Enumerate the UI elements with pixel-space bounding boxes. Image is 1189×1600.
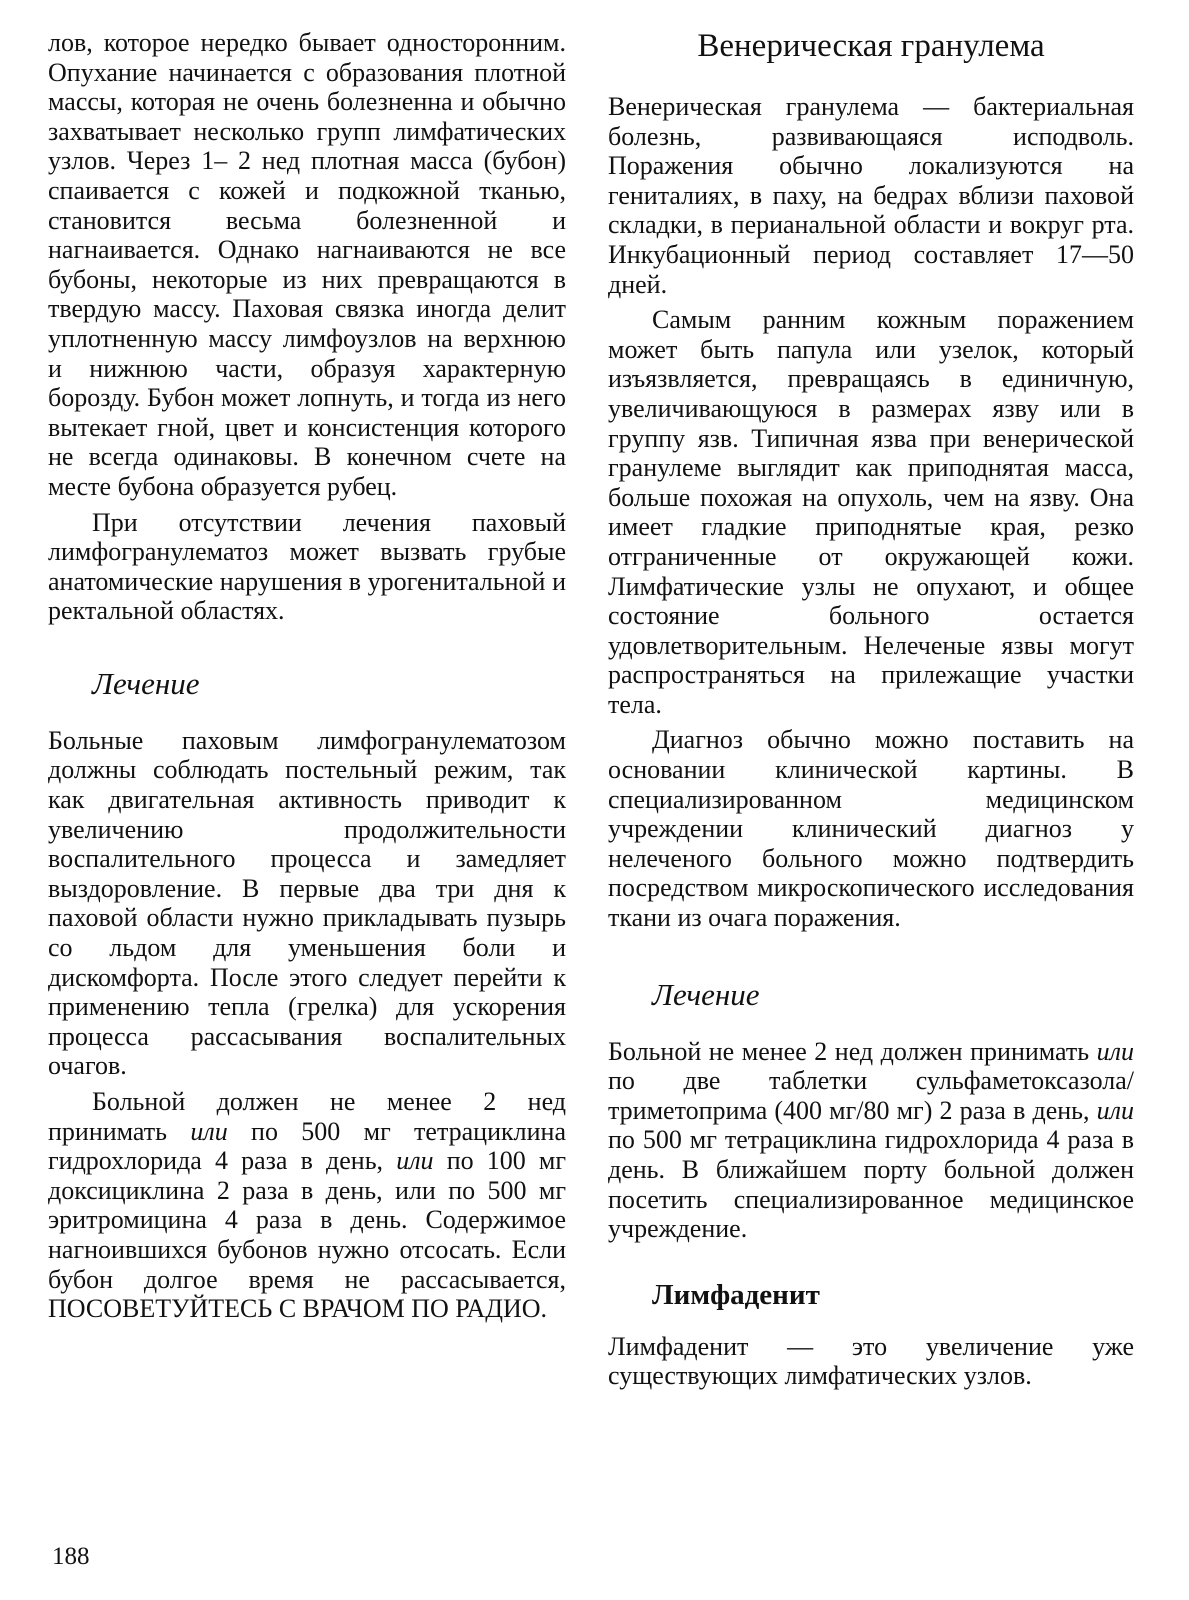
section-heading-treatment: Лечение — [92, 665, 200, 701]
section-heading-lymphadenitis: Лимфаденит — [652, 1278, 820, 1311]
paragraph: Венерическая гранулема — бактериальная болезнь, развивающаяся исподволь. Поражения обычно локализуются на гениталиях, в паху, на бедрах вблизи паховой складки, в перианальной области и вокруг рта. Инкубационный период составляет 17—50 дней. — [608, 92, 1134, 299]
section-heading-treatment: Лечение — [652, 976, 760, 1012]
emphasis: или — [1096, 1095, 1134, 1125]
paragraph: Больные паховым лимфогранулематозом должны соблюдать постельный режим, так как двигательная активность приводит к увеличению продолжительности воспалительного процесса и замедляет выздоровление. В первые два три дня к паховой области нужно прикладывать пузырь со льдом для уменьшения боли и дискомфорта. После этого следует перейти к применению тепла (грелка) для ускорения процесса рассасывания воспалительных очагов. — [48, 725, 566, 1081]
section-title: Венерическая гранулема — [697, 28, 1045, 64]
paragraph: Диагноз обычно можно поставить на основании клинической картины. В специализированном медицинском учреждении клинический диагноз у нелеченого больного можно подтвердить посредством микроскопического исследования ткани из очага поражения. — [608, 725, 1134, 933]
text-run: по 100 мг доксициклина 2 раза в день, или по 500 мг эритромицина 4 раза в день. Содержимое нагноившихся бубонов нужно отсосать. Если бубон долгое время не рассасывается, ПОСОВЕТУЙТЕСЬ С ВРАЧОМ ПО РАДИО. — [48, 1146, 567, 1324]
paragraph: Лимфаденит — это увеличение уже существующих лимфатических узлов. — [608, 1331, 1134, 1391]
text-run: Больной должен не менее 2 нед принимать — [48, 1087, 566, 1146]
page-number: 188 — [52, 1543, 90, 1570]
emphasis: или — [396, 1146, 434, 1176]
text-run: по 500 мг тетрациклина гидрохлорида 4 раза в день, — [48, 1116, 566, 1176]
left-column — [48, 28, 566, 1324]
paragraph: При отсутствии лечения паховый лимфогранулематоз может вызвать грубые анатомические нарушения в урогенитальной и ректальной областях. — [48, 507, 566, 626]
paragraph: лов, которое нередко бывает односторонним. Опухание начинается с образования плотной массы, которая не очень болезненна и обычно захватывает несколько групп лимфатических узлов. Через 1– 2 нед плотная масса (бубон) спаивается с кожей и подкожной тканью, становится весьма болезненной и нагнаивается. Однако нагнаиваются не все бубоны, некоторые из них превращаются в твердую массу. Паховая связка иногда делит уплотненную массу лимфоузлов на верхнюю и нижнюю части, образуя характерную борозду. Бубон может лопнуть, и тогда из него вытекает гной, цвет и консистенция которого не всегда одинаковы. В конечном счете на месте бубона образуется рубец. — [48, 28, 566, 501]
text-run: по две таблетки сульфаметоксазола/триметоприма (400 мг/80 мг) 2 раза в день, — [608, 1066, 1134, 1125]
right-column — [608, 28, 1134, 1391]
text-run: Больной не менее 2 нед должен принимать — [608, 1036, 1097, 1066]
paragraph — [608, 1037, 1134, 1244]
paragraph — [48, 1087, 566, 1324]
emphasis: или — [190, 1116, 228, 1146]
emphasis: или — [1096, 1036, 1134, 1066]
text-run: по 500 мг тетрациклина гидрохлорида 4 раза в день. В ближайшем порту больной должен посетить специализированное медицинское учреждение. — [608, 1125, 1134, 1244]
paragraph: Самым ранним кожным поражением может быть папула или узелок, который изъязвляется, превращаясь в единичную, увеличивающуюся в размерах язву или в группу язв. Типичная язва при венерической гранулеме выглядит как приподнятая масса, больше похожая на опухоль, чем на язву. Она имеет гладкие приподнятые края, резко отграниченные от окружающей кожи. Лимфатические узлы не опухают, и общее состояние больного остается удовлетворительным. Нелеченые язвы могут распространяться на прилежащие участки тела. — [608, 305, 1134, 719]
